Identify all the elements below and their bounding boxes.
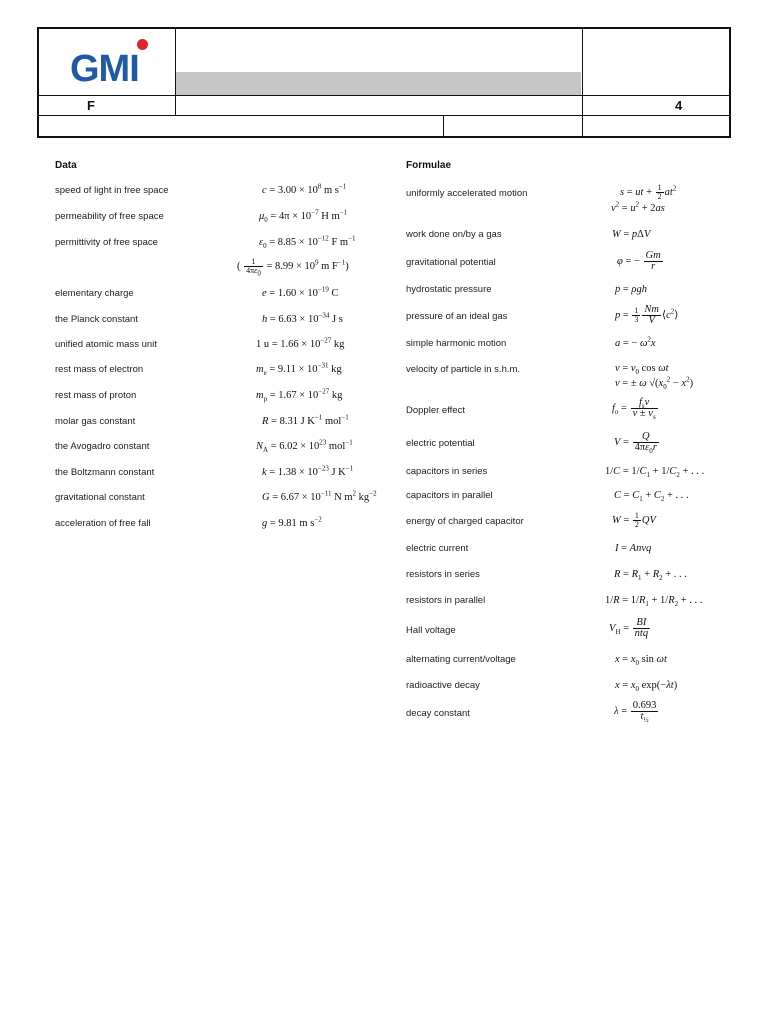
formula-value: s = ut + $\frac{1}{2}$ $at^2$	[620, 183, 677, 201]
header-row-divider-2	[37, 115, 731, 116]
formula-value: $C = C_1 + C_2$ + . . .	[614, 490, 689, 504]
formula-value: $R = R_1 + R_2$ + . . .	[614, 569, 687, 583]
data-label: rest mass of electron	[55, 364, 144, 375]
formula-label: uniformly accelerated motion	[406, 188, 528, 199]
formula-value: $V_H$ = $\frac{BI}{\text{ntq}}$	[609, 617, 649, 639]
formula-value: a = − $\omega^2x$	[615, 335, 656, 349]
data-label: acceleration of free fall	[55, 518, 151, 529]
formula-label: electric potential	[406, 438, 475, 449]
data-value: g = 9.81 m $s^{-2}$	[262, 515, 322, 529]
formula-label: decay constant	[406, 708, 470, 719]
formula-label: radioactive decay	[406, 680, 480, 691]
data-value: $\varepsilon_0 = 8.85 \times 10^{-12}$ F $m^{-1}$	[259, 234, 356, 251]
formula-label: alternating current/voltage	[406, 654, 516, 665]
gmi-logo	[70, 49, 154, 89]
data-label: molar gas constant	[55, 416, 136, 427]
header-title-bar	[176, 72, 581, 95]
data-value: 1 $u = 1.66 \times 10^{-27}$ kg	[256, 336, 345, 350]
formula-label: Hall voltage	[406, 625, 456, 636]
data-value: $k = 1.38 \times 10^{-23}$ J $K^{-1}$	[262, 464, 354, 478]
data-value: $m_p = 1.67 \times 10^{-27}$ kg	[256, 387, 343, 404]
formula-value: p = $\frac{1}{3}$ $\frac{Nm}{V}$ $⟨c^2⟩$	[615, 304, 679, 326]
formula-label: capacitors in parallel	[406, 490, 493, 501]
data-label: the Boltzmann constant	[55, 467, 155, 478]
formula-label: work done on/by a gas	[406, 229, 502, 240]
formula-label: simple harmonic motion	[406, 338, 507, 349]
formula-label: resistors in parallel	[406, 595, 486, 606]
data-label: permeability of free space	[55, 211, 164, 222]
data-label: permittivity of free space	[55, 237, 158, 248]
formula-value: $x = x_0$ exp(−λt)	[615, 680, 678, 694]
data-value: $e = 1.60 \times 10^{-19}$ C	[262, 285, 339, 299]
data-label: rest mass of proton	[55, 390, 137, 401]
formula-label: velocity of particle in s.h.m.	[406, 364, 521, 375]
data-value: $\mu_0 = 4\pi \times 10^{-7}$ H $m^{-1}$	[259, 208, 348, 225]
header-row2-left-label: F	[87, 98, 95, 113]
formula-value: $v^2 = u^2 + 2as$	[611, 200, 665, 214]
formula-value: V = $\frac{Q}{4\pi\varepsilon_0r}$	[614, 431, 657, 456]
formula-value: W = $\frac{1}{2}$ QV	[612, 511, 656, 529]
formula-label: hydrostatic pressure	[406, 284, 492, 295]
header-row2-right-label: 4	[675, 98, 683, 113]
formula-value: $x = x_0$ sin ωt	[615, 654, 667, 668]
formula-value: I = Anvq	[615, 543, 652, 554]
data-label: speed of light in free space	[55, 185, 169, 196]
formula-value: $f_o$ = $\frac{f_sv}{v \pm v_s}$	[612, 397, 656, 422]
formula-value: p = ρgh	[615, 284, 647, 295]
header-col-divider-2	[582, 27, 583, 138]
formula-label: capacitors in series	[406, 466, 488, 477]
header-row-divider-1	[37, 95, 731, 96]
data-label: the Planck constant	[55, 314, 138, 325]
formula-label: gravitational potential	[406, 257, 496, 268]
formula-value: $1/R = 1/R_1 + 1/R_2$ + . . .	[605, 595, 703, 609]
formula-label: pressure of an ideal gas	[406, 311, 508, 322]
formula-label: resistors in series	[406, 569, 480, 580]
formula-value: φ = − $\frac{Gm}{r}$	[617, 250, 661, 272]
data-value: $h = 6.63 \times 10^{-34}$ J s	[262, 311, 343, 325]
formula-value: W = pΔV	[612, 229, 651, 240]
formula-label: electric current	[406, 543, 469, 554]
formula-value: v = ± ω $√(x_0^2 - x^2)$	[615, 375, 694, 392]
data-label: the Avogadro constant	[55, 441, 150, 452]
data-value: $m_e = 9.11 \times 10^{-31}$ kg	[256, 361, 342, 378]
formula-label: Doppler effect	[406, 405, 465, 416]
data-label: elementary charge	[55, 288, 134, 299]
logo-red-dot	[137, 39, 148, 50]
header-col-divider-3	[443, 115, 444, 138]
formulae-section-title: Formulae	[406, 160, 452, 171]
data-label: unified atomic mass unit	[55, 339, 157, 350]
formula-value: $v = v_0$ cos ωt	[615, 363, 669, 377]
logo-text: GMI	[70, 48, 139, 90]
data-label: gravitational constant	[55, 492, 145, 503]
formula-value: λ = $\frac{0.693}{t_{\frac{1}{2}}}$	[614, 700, 657, 725]
data-value: $c = 3.00 \times 10^8$ m $s^{-1}$	[262, 182, 347, 196]
data-value: $N_A = 6.02 \times 10^{23}$ mol$^{-1}$	[256, 438, 353, 455]
formula-value: $1/C = 1/C_1 + 1/C_2$ + . . .	[605, 466, 705, 480]
data-section-title: Data	[55, 160, 77, 171]
data-value-coulomb: ( $\frac{1}{4\pi\varepsilon_0}$ = $8.99 \times 10^9$ m $F^{-1}$)	[237, 257, 349, 278]
data-value: R = 8.31 J $K^{-1}$ mol$^{-1}$	[262, 413, 349, 427]
data-value: $G = 6.67 \times 10^{-11}$ N $m^2$ $kg^{-2}$	[262, 489, 377, 503]
formula-label: energy of charged capacitor	[406, 516, 524, 527]
